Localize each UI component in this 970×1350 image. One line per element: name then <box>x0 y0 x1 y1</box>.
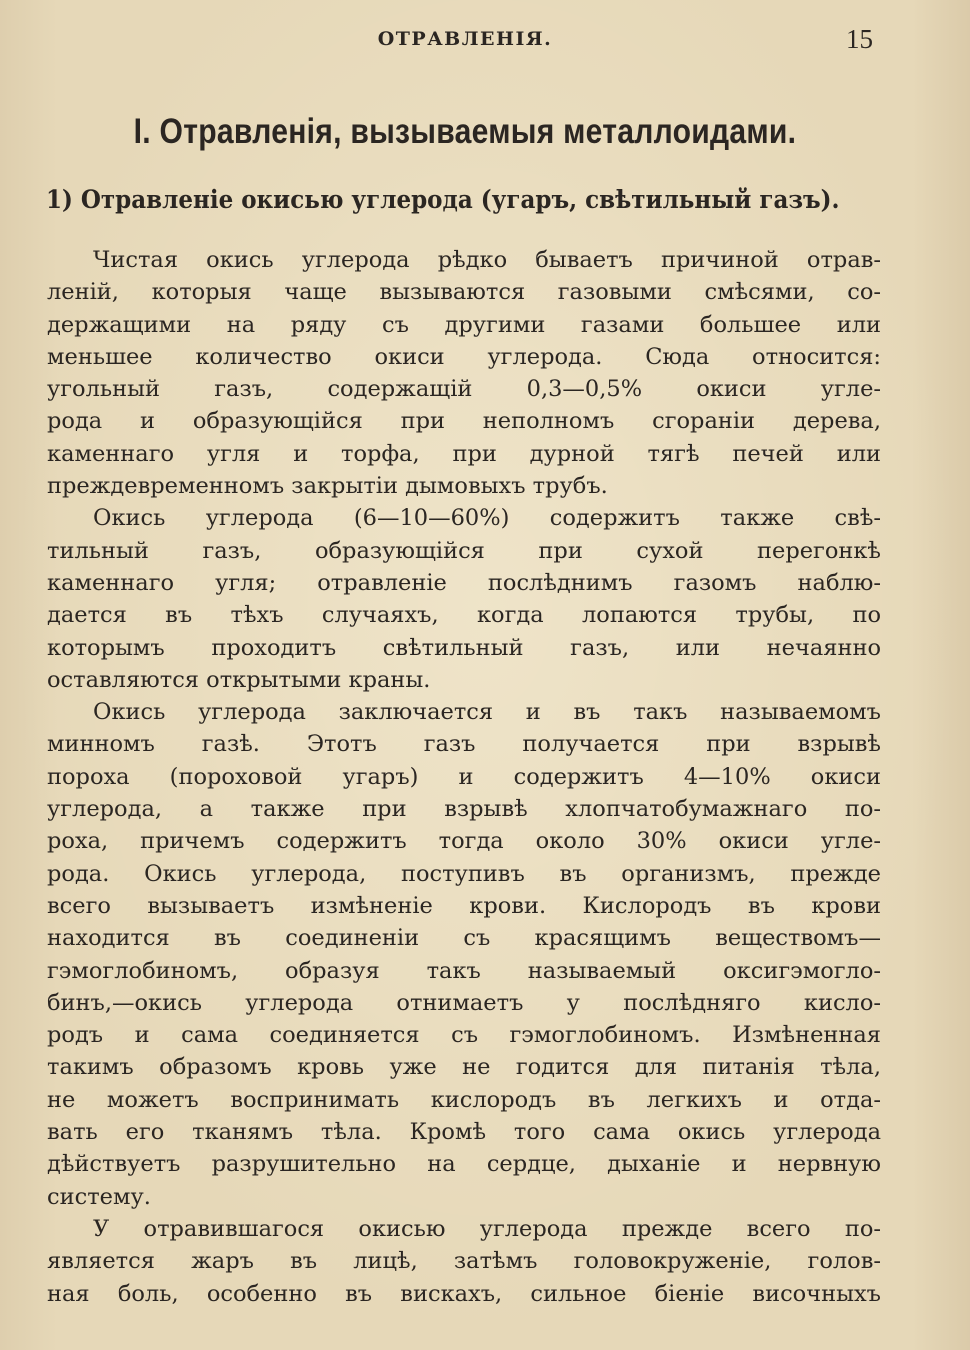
text-line: бинъ,—окись углерода отнимаетъ у послѣдняго кисло- <box>47 989 881 1016</box>
text-line: родъ и сама соединяется съ гэмоглобиномъ. Измѣненная <box>47 1022 881 1049</box>
text-line: Чистая окись углерода рѣдко бываетъ причиной отрав- <box>93 247 881 273</box>
text-line: тильный газъ, образующійся при сухой перегонкѣ <box>47 537 881 564</box>
text-line: является жаръ въ лицѣ, затѣмъ головокруженіе, голов- <box>47 1248 881 1275</box>
chapter-title: I. Отравленія, вызываемыя металлоидами. <box>133 112 797 151</box>
running-head <box>0 26 970 52</box>
text-line: дѣйствуетъ разрушительно на сердце, дыханіе и нервную <box>47 1151 881 1178</box>
text-line: оставляются открытыми краны. <box>47 666 431 693</box>
text-line: которымъ проходитъ свѣтильный газъ, или нечаянно <box>47 634 881 661</box>
text-line: Окись углерода заключается и въ такъ называемомъ <box>93 699 881 726</box>
text-line: такимъ образомъ кровь уже не годится для питанія тѣла, <box>47 1054 881 1081</box>
text-line: держащими на ряду съ другими газами большее или <box>47 311 881 338</box>
text-line: гэмоглобиномъ, образуя такъ называемый оксигэмогло- <box>47 957 881 984</box>
text-line: преждевременномъ закрытіи дымовыхъ трубъ. <box>47 473 608 500</box>
text-line: не можетъ воспринимать кислородъ въ легкихъ и отда- <box>47 1086 881 1113</box>
text-line: каменнаго угля и торфа, при дурной тягѣ печей или <box>47 440 881 467</box>
text-line: вать его тканямъ тѣла. Кромѣ того сама окись углерода <box>47 1119 881 1146</box>
text-line: систему. <box>47 1183 151 1210</box>
paragraph-4 <box>47 1213 881 1310</box>
paragraph-2 <box>47 502 881 696</box>
text-line: находится въ соединеніи съ красящимъ веществомъ— <box>47 925 881 952</box>
body-text <box>47 244 881 1310</box>
text-line: угольный газъ, содержащій 0,3—0,5% окиси угле- <box>47 376 881 403</box>
paragraph-1 <box>47 244 881 502</box>
text-line: каменнаго угля; отравленіе послѣднимъ газомъ наблю- <box>47 569 881 596</box>
text-line: леній, которыя чаще вызываются газовыми смѣсями, со- <box>47 279 881 306</box>
text-line: рода и образующійся при неполномъ сгораніи дерева, <box>47 408 881 435</box>
text-line: дается въ тѣхъ случаяхъ, когда лопаются трубы, по <box>47 602 881 629</box>
text-line: минномъ газѣ. Этотъ газъ получается при взрывѣ <box>47 731 881 758</box>
text-line: пороха (пороховой угаръ) и содержитъ 4—10% окиси <box>47 763 881 790</box>
text-line: углерода, а также при взрывѣ хлопчатобумажнаго по- <box>47 796 881 823</box>
text-line: У отравившагося окисью углерода прежде всего по- <box>93 1215 881 1242</box>
text-line: Окись углерода (6—10—60%) содержитъ также свѣ- <box>93 505 881 532</box>
text-line: всего вызываетъ измѣненіе крови. Кислородъ въ крови <box>47 892 881 919</box>
text-line: рода. Окись углерода, поступивъ въ организмъ, прежде <box>47 860 881 887</box>
text-line: ная боль, особенно въ вискахъ, сильное біеніе височныхъ <box>47 1280 881 1307</box>
text-line: роха, причемъ содержитъ тогда около 30% окиси угле- <box>47 828 881 855</box>
paragraph-3 <box>47 696 881 1213</box>
running-title: ОТРАВЛЕНІЯ. <box>377 28 553 50</box>
section-title: 1) Отравленіе окисью углерода (угаръ, свѣтильный газъ). <box>46 185 840 214</box>
page-number: 15 <box>846 24 873 54</box>
text-line: меньшее количество окиси углерода. Сюда относится: <box>47 343 881 370</box>
